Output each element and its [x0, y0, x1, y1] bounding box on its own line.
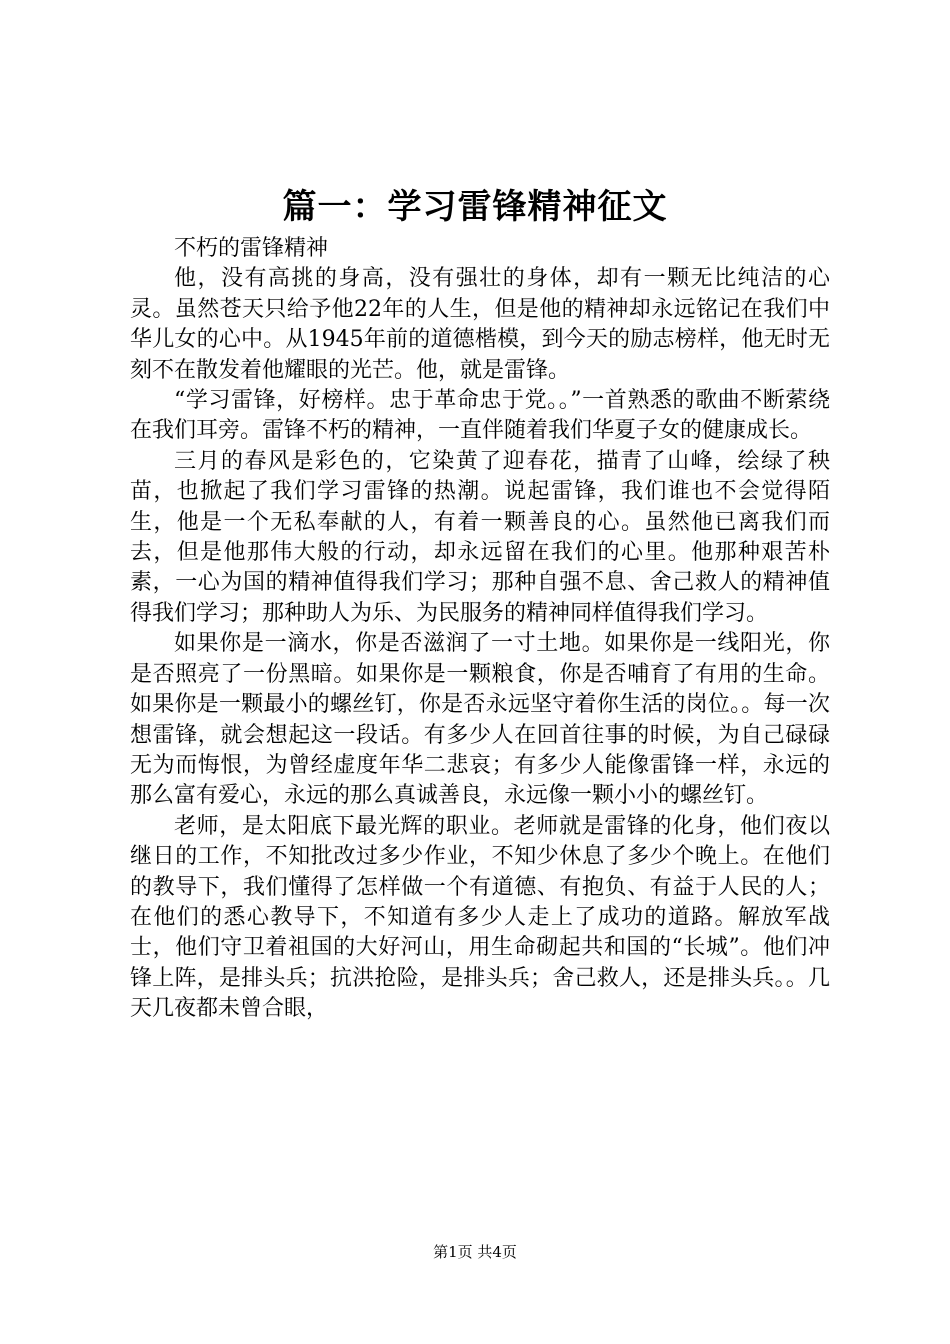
paragraph: 老师，是太阳底下最光辉的职业。老师就是雷锋的化身，他们夜以继日的工作，不知批改过多少作业，不知少休息了多少个晚上。在他们的教导下，我们懂得了怎样做一个有道德、有抱负、有益于人民的人；在他们的悉心教导下，不知道有多少人走上了成功的道路。解放军战士，他们守卫着祖国的大好河山，用生命砌起共和国的“长城”。他们冲锋上阵，是排头兵；抗洪抢险，是排头兵；舍己救人，还是排头兵。。几天几夜都未曾合眼， [130, 813, 830, 1022]
paragraph: 他，没有高挑的身高，没有强壮的身体，却有一颗无比纯洁的心灵。虽然苍天只给予他22年的人生，但是他的精神却永远铭记在我们中华儿女的心中。从1945年前的道德楷模，到今天的励志榜样，他无时无刻不在散发着他耀眼的光芒。他，就是雷锋。 [130, 266, 830, 383]
paragraph: 三月的春风是彩色的，它染黄了迎春花，描青了山峰，绘绿了秧苗，也掀起了我们学习雷锋的热潮。说起雷锋，我们谁也不会觉得陌生，他是一个无私奉献的人，有着一颗善良的心。虽然他已离我们而去，但是他那伟大般的行动，却永远留在我们的心里。他那种艰苦朴素，一心为国的精神值得我们学习；那种自强不息、舍己救人的精神值得我们学习；那种助人为乐、为民服务的精神同样值得我们学习。 [130, 448, 830, 626]
paragraph: 如果你是一滴水，你是否滋润了一寸土地。如果你是一线阳光，你是否照亮了一份黑暗。如果你是一颗粮食，你是否哺育了有用的生命。如果你是一颗最小的螺丝钉，你是否永远坚守着你生活的岗位。。每一次想雷锋，就会想起这一段话。有多少人在回首往事的时候，为自己碌碌无为而悔恨，为曾经虚度年华二悲哀；有多少人能像雷锋一样，永远的那么富有爱心，永远的那么真诚善良，永远像一颗小小的螺丝钉。 [130, 631, 830, 809]
subtitle: 不朽的雷锋精神 [174, 236, 329, 261]
paragraph: “学习雷锋，好榜样。忠于革命忠于党。。”一首熟悉的歌曲不断萦绕在我们耳旁。雷锋不朽的精神，一直伴随着我们华夏子女的健康成长。 [130, 388, 830, 444]
document-body [130, 234, 830, 1025]
document-title: 篇一：学习雷锋精神征文 [282, 187, 668, 227]
page-footer: 第1页 共4页 [433, 1243, 517, 1261]
